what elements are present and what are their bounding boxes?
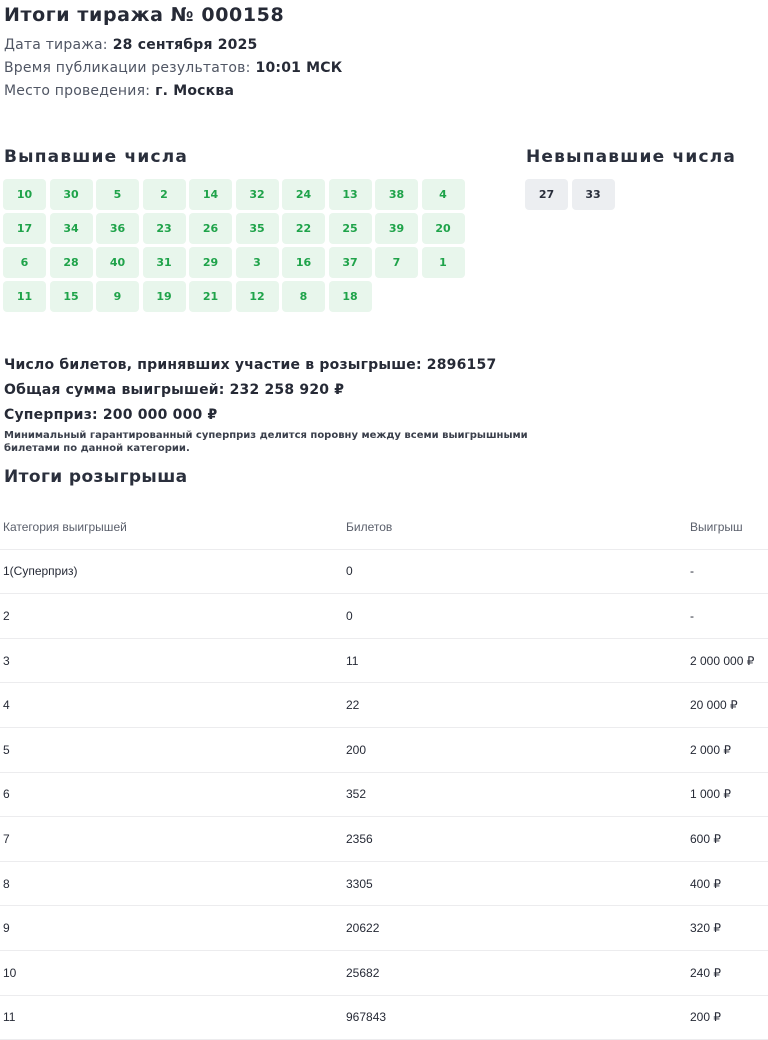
drawn-number-ball: 13	[329, 179, 372, 210]
drawn-number-ball: 4	[422, 179, 465, 210]
results-table-body	[0, 550, 768, 1040]
cell-tickets: 20622	[346, 921, 380, 936]
cell-category: 9	[3, 921, 10, 936]
drawn-number-ball: 25	[329, 213, 372, 244]
drawn-number-ball: 16	[282, 247, 325, 278]
draw-place	[4, 83, 234, 99]
drawn-number-ball: 32	[236, 179, 279, 210]
table-row	[0, 639, 768, 684]
drawn-number-ball: 12	[236, 281, 279, 312]
drawn-number-ball: 20	[422, 213, 465, 244]
publish-time-value: 10:01 МСК	[255, 60, 343, 76]
drawn-number-ball: 3	[236, 247, 279, 278]
drawn-number-ball: 2	[143, 179, 186, 210]
drawn-number-ball: 28	[50, 247, 93, 278]
superprize-note: Минимальный гарантированный суперприз делится поровну между всеми выигрышными билетами по данной категории.	[4, 430, 528, 454]
drawn-number-ball: 36	[96, 213, 139, 244]
not-drawn-number-ball: 27	[525, 179, 568, 210]
cell-prize: 2 000 000 ₽	[690, 653, 755, 668]
cell-prize: 240 ₽	[690, 965, 721, 980]
cell-category: 10	[3, 965, 17, 980]
draw-date	[4, 37, 258, 53]
drawn-number-ball: 35	[236, 213, 279, 244]
drawn-number-ball: 26	[189, 213, 232, 244]
drawn-number-ball: 31	[143, 247, 186, 278]
cell-prize: 1 000 ₽	[690, 787, 731, 802]
drawn-number-ball: 19	[143, 281, 186, 312]
drawn-number-ball: 10	[3, 179, 46, 210]
cell-category: 3	[3, 653, 10, 668]
drawn-number-ball: 21	[189, 281, 232, 312]
cell-prize: 20 000 ₽	[690, 698, 738, 713]
results-heading: Итоги розыгрыша	[4, 467, 188, 487]
publish-time	[4, 60, 342, 76]
total-winnings-value: 232 258 920 ₽	[229, 382, 345, 398]
tickets-count-label: Число билетов, принявших участие в розыгрыше:	[4, 357, 422, 373]
table-row	[0, 906, 768, 951]
cell-tickets: 967843	[346, 1010, 387, 1025]
total-winnings-label: Общая сумма выигрышей:	[4, 382, 225, 398]
cell-tickets: 25682	[346, 965, 380, 980]
cell-tickets: 3305	[346, 876, 373, 891]
drawn-numbers-heading: Выпавшие числа	[4, 147, 189, 167]
cell-category: 5	[3, 742, 10, 757]
table-row	[0, 773, 768, 818]
drawn-number-ball: 18	[329, 281, 372, 312]
cell-prize: 200 ₽	[690, 1010, 721, 1025]
drawn-number-ball: 8	[282, 281, 325, 312]
drawn-number-ball: 39	[375, 213, 418, 244]
draw-place-label: Место проведения:	[4, 83, 151, 99]
table-row	[0, 996, 768, 1040]
cell-prize: 2 000 ₽	[690, 742, 731, 757]
drawn-number-ball: 11	[3, 281, 46, 312]
drawn-number-ball: 34	[50, 213, 93, 244]
drawn-number-ball: 22	[282, 213, 325, 244]
cell-prize: 600 ₽	[690, 831, 721, 846]
superprize-label: Суперприз:	[4, 407, 98, 423]
cell-category: 2	[3, 608, 10, 623]
drawn-number-ball: 29	[189, 247, 232, 278]
results-table	[0, 505, 768, 1040]
cell-tickets: 0	[346, 564, 353, 579]
drawn-number-ball: 40	[96, 247, 139, 278]
table-row	[0, 550, 768, 595]
superprize	[4, 407, 217, 423]
publish-time-label: Время публикации результатов:	[4, 60, 251, 76]
cell-category: 6	[3, 787, 10, 802]
draw-date-value: 28 сентября 2025	[112, 37, 258, 53]
cell-prize: -	[690, 608, 694, 623]
cell-tickets: 22	[346, 698, 360, 713]
drawn-number-ball: 37	[329, 247, 372, 278]
cell-prize: 320 ₽	[690, 921, 721, 936]
cell-tickets: 0	[346, 608, 353, 623]
drawn-number-ball: 9	[96, 281, 139, 312]
cell-prize: -	[690, 564, 694, 579]
results-table-header	[0, 505, 768, 550]
drawn-number-ball: 24	[282, 179, 325, 210]
column-header-category: Категория выигрышей	[3, 519, 127, 534]
page-title: Итоги тиража № 000158	[4, 4, 285, 26]
table-row	[0, 594, 768, 639]
superprize-value: 200 000 000 ₽	[102, 407, 218, 423]
drawn-number-ball: 23	[143, 213, 186, 244]
draw-date-label: Дата тиража:	[4, 37, 108, 53]
draw-place-value: г. Москва	[155, 83, 235, 99]
drawn-number-ball: 17	[3, 213, 46, 244]
drawn-number-ball: 7	[375, 247, 418, 278]
column-header-prize: Выигрыш	[690, 519, 743, 534]
not-drawn-number-ball: 33	[572, 179, 615, 210]
drawn-number-ball: 6	[3, 247, 46, 278]
cell-tickets: 352	[346, 787, 367, 802]
cell-category: 4	[3, 698, 10, 713]
tickets-count	[4, 357, 496, 373]
table-row	[0, 817, 768, 862]
cell-prize: 400 ₽	[690, 876, 721, 891]
table-row	[0, 862, 768, 907]
cell-tickets: 2356	[346, 831, 373, 846]
drawn-number-ball: 15	[50, 281, 93, 312]
cell-tickets: 200	[346, 742, 367, 757]
drawn-number-ball: 1	[422, 247, 465, 278]
tickets-count-value: 2896157	[426, 357, 497, 373]
drawn-number-ball: 38	[375, 179, 418, 210]
table-row	[0, 728, 768, 773]
drawn-number-ball: 14	[189, 179, 232, 210]
not-drawn-numbers-heading: Невыпавшие числа	[526, 147, 737, 167]
table-row	[0, 683, 768, 728]
cell-category: 7	[3, 831, 10, 846]
table-row	[0, 951, 768, 996]
total-winnings	[4, 382, 344, 398]
cell-category: 1(Суперприз)	[3, 564, 78, 579]
column-header-tickets: Билетов	[346, 519, 393, 534]
cell-tickets: 11	[346, 653, 359, 668]
cell-category: 11	[3, 1010, 16, 1025]
drawn-number-ball: 30	[50, 179, 93, 210]
drawn-number-ball: 5	[96, 179, 139, 210]
cell-category: 8	[3, 876, 10, 891]
